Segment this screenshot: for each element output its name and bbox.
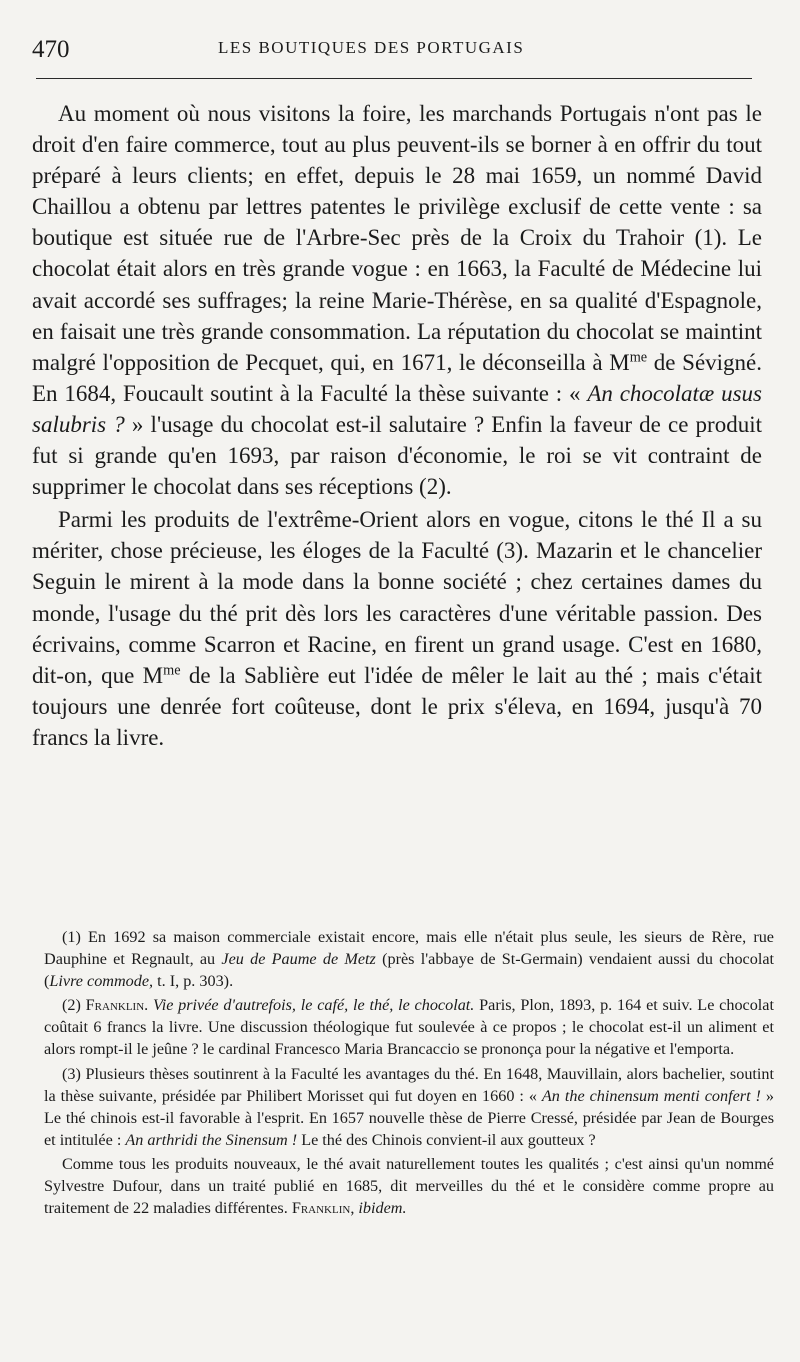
footnotes	[44, 926, 774, 1219]
footnote-1: (1) En 1692 sa maison commerciale existait encore, mais elle n'était plus seule, les sieurs de Rère, rue Dauphine et Regnault, au Jeu de Paume de Metz (près l'abbaye de St-Germain) vendaient aussi du chocolat (Livre commode, t. I, p. 303).	[44, 928, 775, 991]
footnote-3: (3) Plusieurs thèses soutinrent à la Faculté les avantages du thé. En 1648, Mauvillain, alors bachelier, soutint la thèse suivante, présidée par Philibert Morisset qui fut doyen en 1660 : « An the chinensum menti confert ! » Le thé chinois est-il favorable à l'esprit. En 1657 nouvelle thèse de Pierre Cressé, présidée par Jean de Bourges et intitulée : An arthridi the Sinensum ! Le thé des Chinois convient-il aux goutteux ?	[44, 1064, 774, 1149]
latin-thesis-title: An chocolatæ usus salubris ?	[32, 380, 762, 437]
running-title: LES BOUTIQUES DES PORTUGAIS	[218, 38, 525, 57]
footnote-2: (2) Franklin. Vie privée d'autrefois, le café, le thé, le chocolat. Paris, Plon, 1893, p. 164 et suiv. Le chocolat coûtait 6 francs la livre. Une discussion théologique fut soulevée à ce propos ; le chocolat est-il un aliment et alors rompt-il le jeûne ? le cardinal Francesco Maria Brancaccio se prononça pour la négative et l'emporta.	[44, 996, 774, 1059]
paragraph-chocolate: Au moment où nous visitons la foire, les marchands Portugais n'ont pas le droit d'en faire commerce, tout au plus peuvent-ils se borner à en offrir du tout préparé à leurs clients; en effet, depuis le 28 mai 1659, un nommé David Chaillou a obtenu par lettres patentes le privilège exclusif de cette vente : sa boutique est située rue de l'Arbre-Sec près de la Croix du Trahoir (1). Le chocolat était alors en très grande vogue : en 1663, la Faculté de Médecine lui avait accordé ses suffrages; la reine Marie-Thérèse, en sa qualité d'Espagnole, en faisait une très grande consommation. La réputation du chocolat se maintint malgré l'opposition de Pecquet, qui, en 1671, le déconseilla à $M^{me}$ de Sévigné. En 1684, Foucault soutint à la Faculté la thèse suivante : « An chocolatæ usus salubris ? » l'usage du chocolat est-il salutaire ? Enfin la faveur de ce produit fut si grande qu'en 1693, par raison d'économie, le roi se vit contraint de supprimer le chocolat dans ses réceptions (2).	[32, 101, 763, 500]
header-rule	[36, 78, 752, 79]
footnote-continuation: Comme tous les produits nouveaux, le thé avait naturellement toutes les qualités ; c'est ainsi qu'un nommé Sylvestre Dufour, dans un traité publié en 1685, dit merveilles du thé et le considère comme propre au traitement de 22 maladies différentes. Franklin, ibidem.	[44, 1154, 774, 1218]
paragraph-tea: Parmi les produits de l'extrême-Orient alors en vogue, citons le thé Il a su mériter, chose précieuse, les éloges de la Faculté (3). Mazarin et le chancelier Seguin le mirent à la mode dans la bonne société ; chez certaines dames du monde, l'usage du thé prit dès lors les caractères d'une véritable passion. Des écrivains, comme Scarron et Racine, en firent un grand usage. C'est en 1680, dit-on, que $M^{me}$ de la Sablière eut l'idée de mêler le lait au thé ; mais c'était toujours une denrée fort coûteuse, dont le prix s'éleva, en 1694, jusqu'à 70 francs la livre.	[32, 507, 762, 750]
main-text	[32, 98, 762, 753]
page-number: 470	[32, 36, 70, 63]
page-header	[32, 30, 772, 70]
